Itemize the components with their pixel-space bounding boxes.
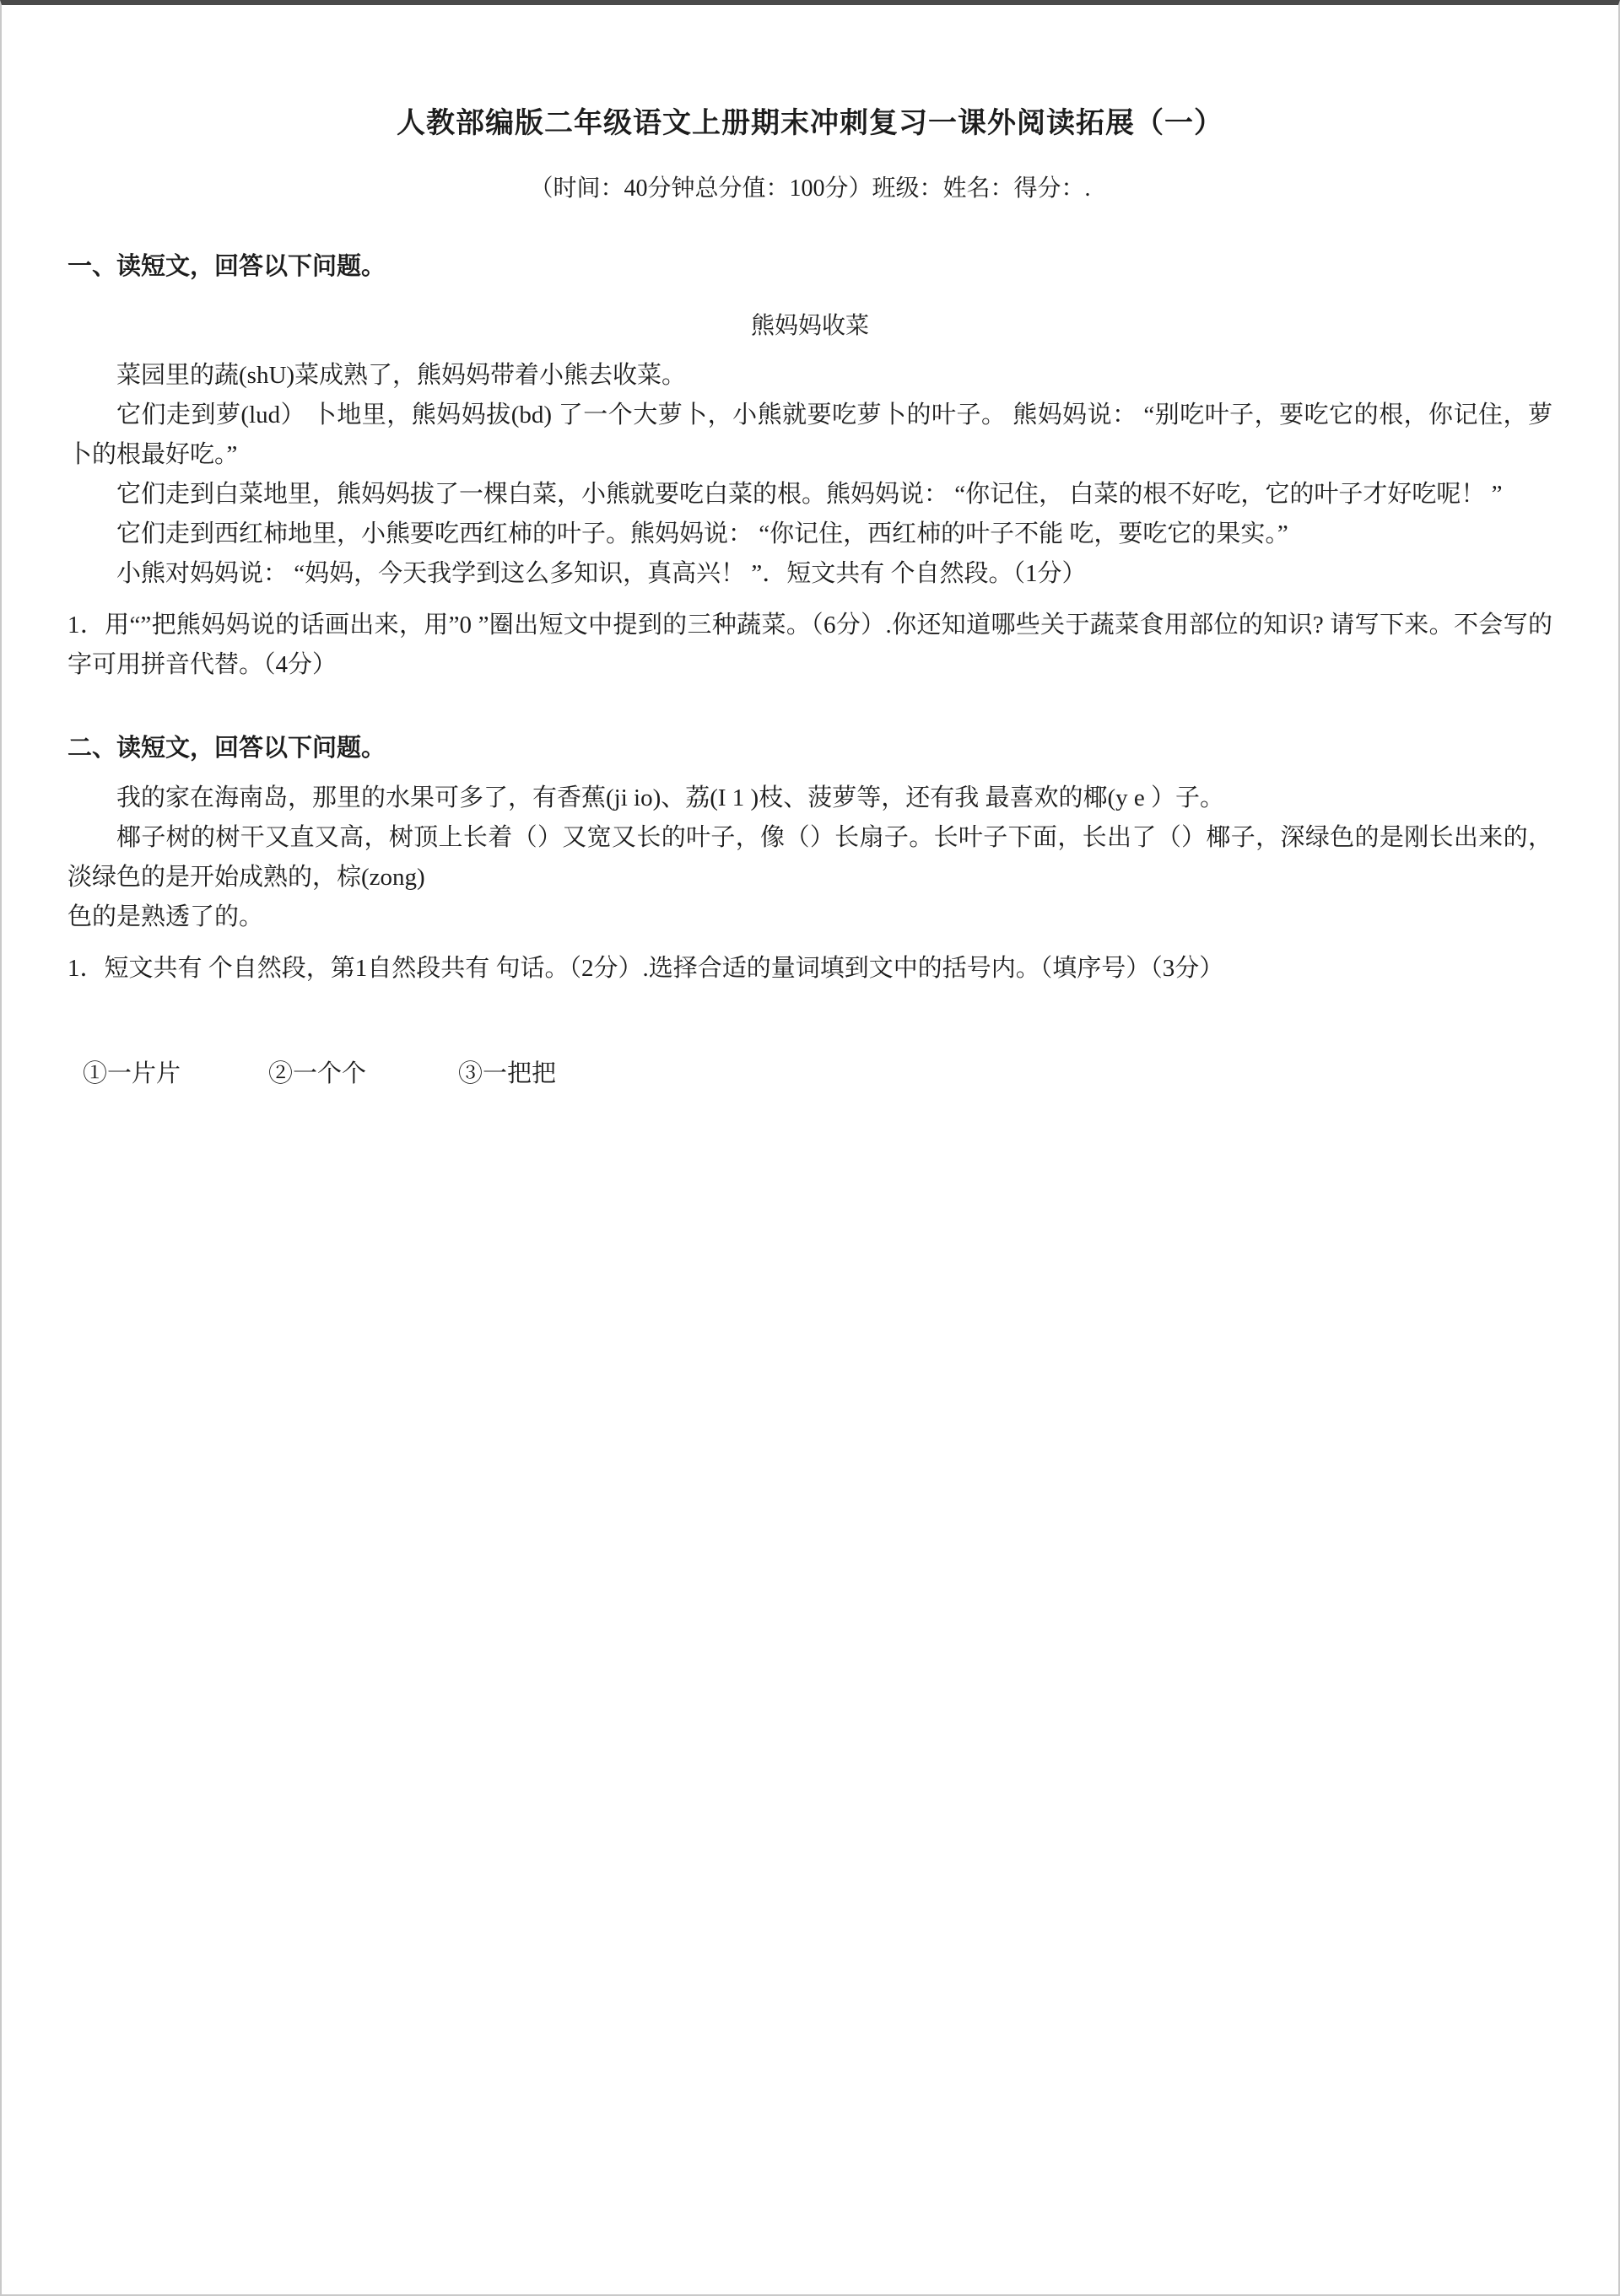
option-3: ③一把把 — [458, 1060, 557, 1087]
page-content — [2, 100, 1618, 1089]
passage1-paragraph-4: 它们走到西红柿地里，小熊要吃西红柿的叶子。熊妈妈说： “你记住，西红柿的叶子不能 吃，要吃它的果实。” — [116, 520, 1288, 547]
passage2-paragraph-2: 椰子树的树干又直又高，树顶上长着（）又宽又长的叶子，像（）长扇子。长叶子下面，长出了（）椰子，深绿色的是刚长出来的，淡绿色的是开始成熟的，棕(zong) — [68, 824, 1552, 891]
passage2-paragraph-3: 色的是熟透了的。 — [68, 903, 264, 930]
quantifier-options-row — [68, 1054, 1552, 1089]
passage1-paragraph-3: 它们走到白菜地里，熊妈妈拔了一棵白菜，小熊就要吃白菜的根。熊妈妈说： “你记住， 白菜的根不好吃，它的叶子才好吃呢！ ” — [116, 481, 1503, 508]
document-subtitle: （时间：40分钟总分值：100分）班级：姓名：得分：. — [529, 175, 1091, 202]
section1-heading: 一、读短文，回答以下问题。 — [68, 253, 386, 280]
section1-question-1: 1．用“”把熊妈妈说的话画出来，用”0 ”圈出短文中提到的三种蔬菜。（6分）.你还知道哪些关于蔬菜食用部位的知识? 请写下来。不会写的字可用拼音代替。（4分） — [68, 612, 1552, 678]
passage1-paragraph-1: 菜园里的蔬(shU)菜成熟了，熊妈妈带着小熊去收菜。 — [116, 362, 687, 389]
section2-question-1: 1．短文共有 个自然段，第1自然段共有 句话。（2分）.选择合适的量词填到文中的括号内。（填序号）（3分） — [68, 955, 1224, 982]
option-2: ②一个个 — [268, 1060, 367, 1087]
passage1-paragraph-5: 小熊对妈妈说： “妈妈，今天我学到这么多知识，真高兴！ ”．短文共有 个自然段。（1分） — [116, 560, 1087, 587]
passage2-paragraph-1: 我的家在海南岛，那里的水果可多了，有香蕉(ji io)、荔(I 1 )枝、菠萝等，还有我 最喜欢的椰(y e ）子。 — [116, 784, 1224, 811]
option-1: ①一片片 — [83, 1060, 181, 1087]
passage1-title: 熊妈妈收菜 — [750, 313, 869, 339]
passage1-paragraph-2: 它们走到萝(lud） 卜地里，熊妈妈拔(bd) 了一个大萝卜，小熊就要吃萝卜的叶子。 熊妈妈说： “别吃叶子，要吃它的根，你记住，萝卜的根最好吃。” — [68, 402, 1552, 468]
document-title: 人教部编版二年级语文上册期末冲刺复习一课外阅读拓展（一） — [397, 108, 1223, 139]
section2-heading: 二、读短文，回答以下问题。 — [68, 735, 386, 762]
